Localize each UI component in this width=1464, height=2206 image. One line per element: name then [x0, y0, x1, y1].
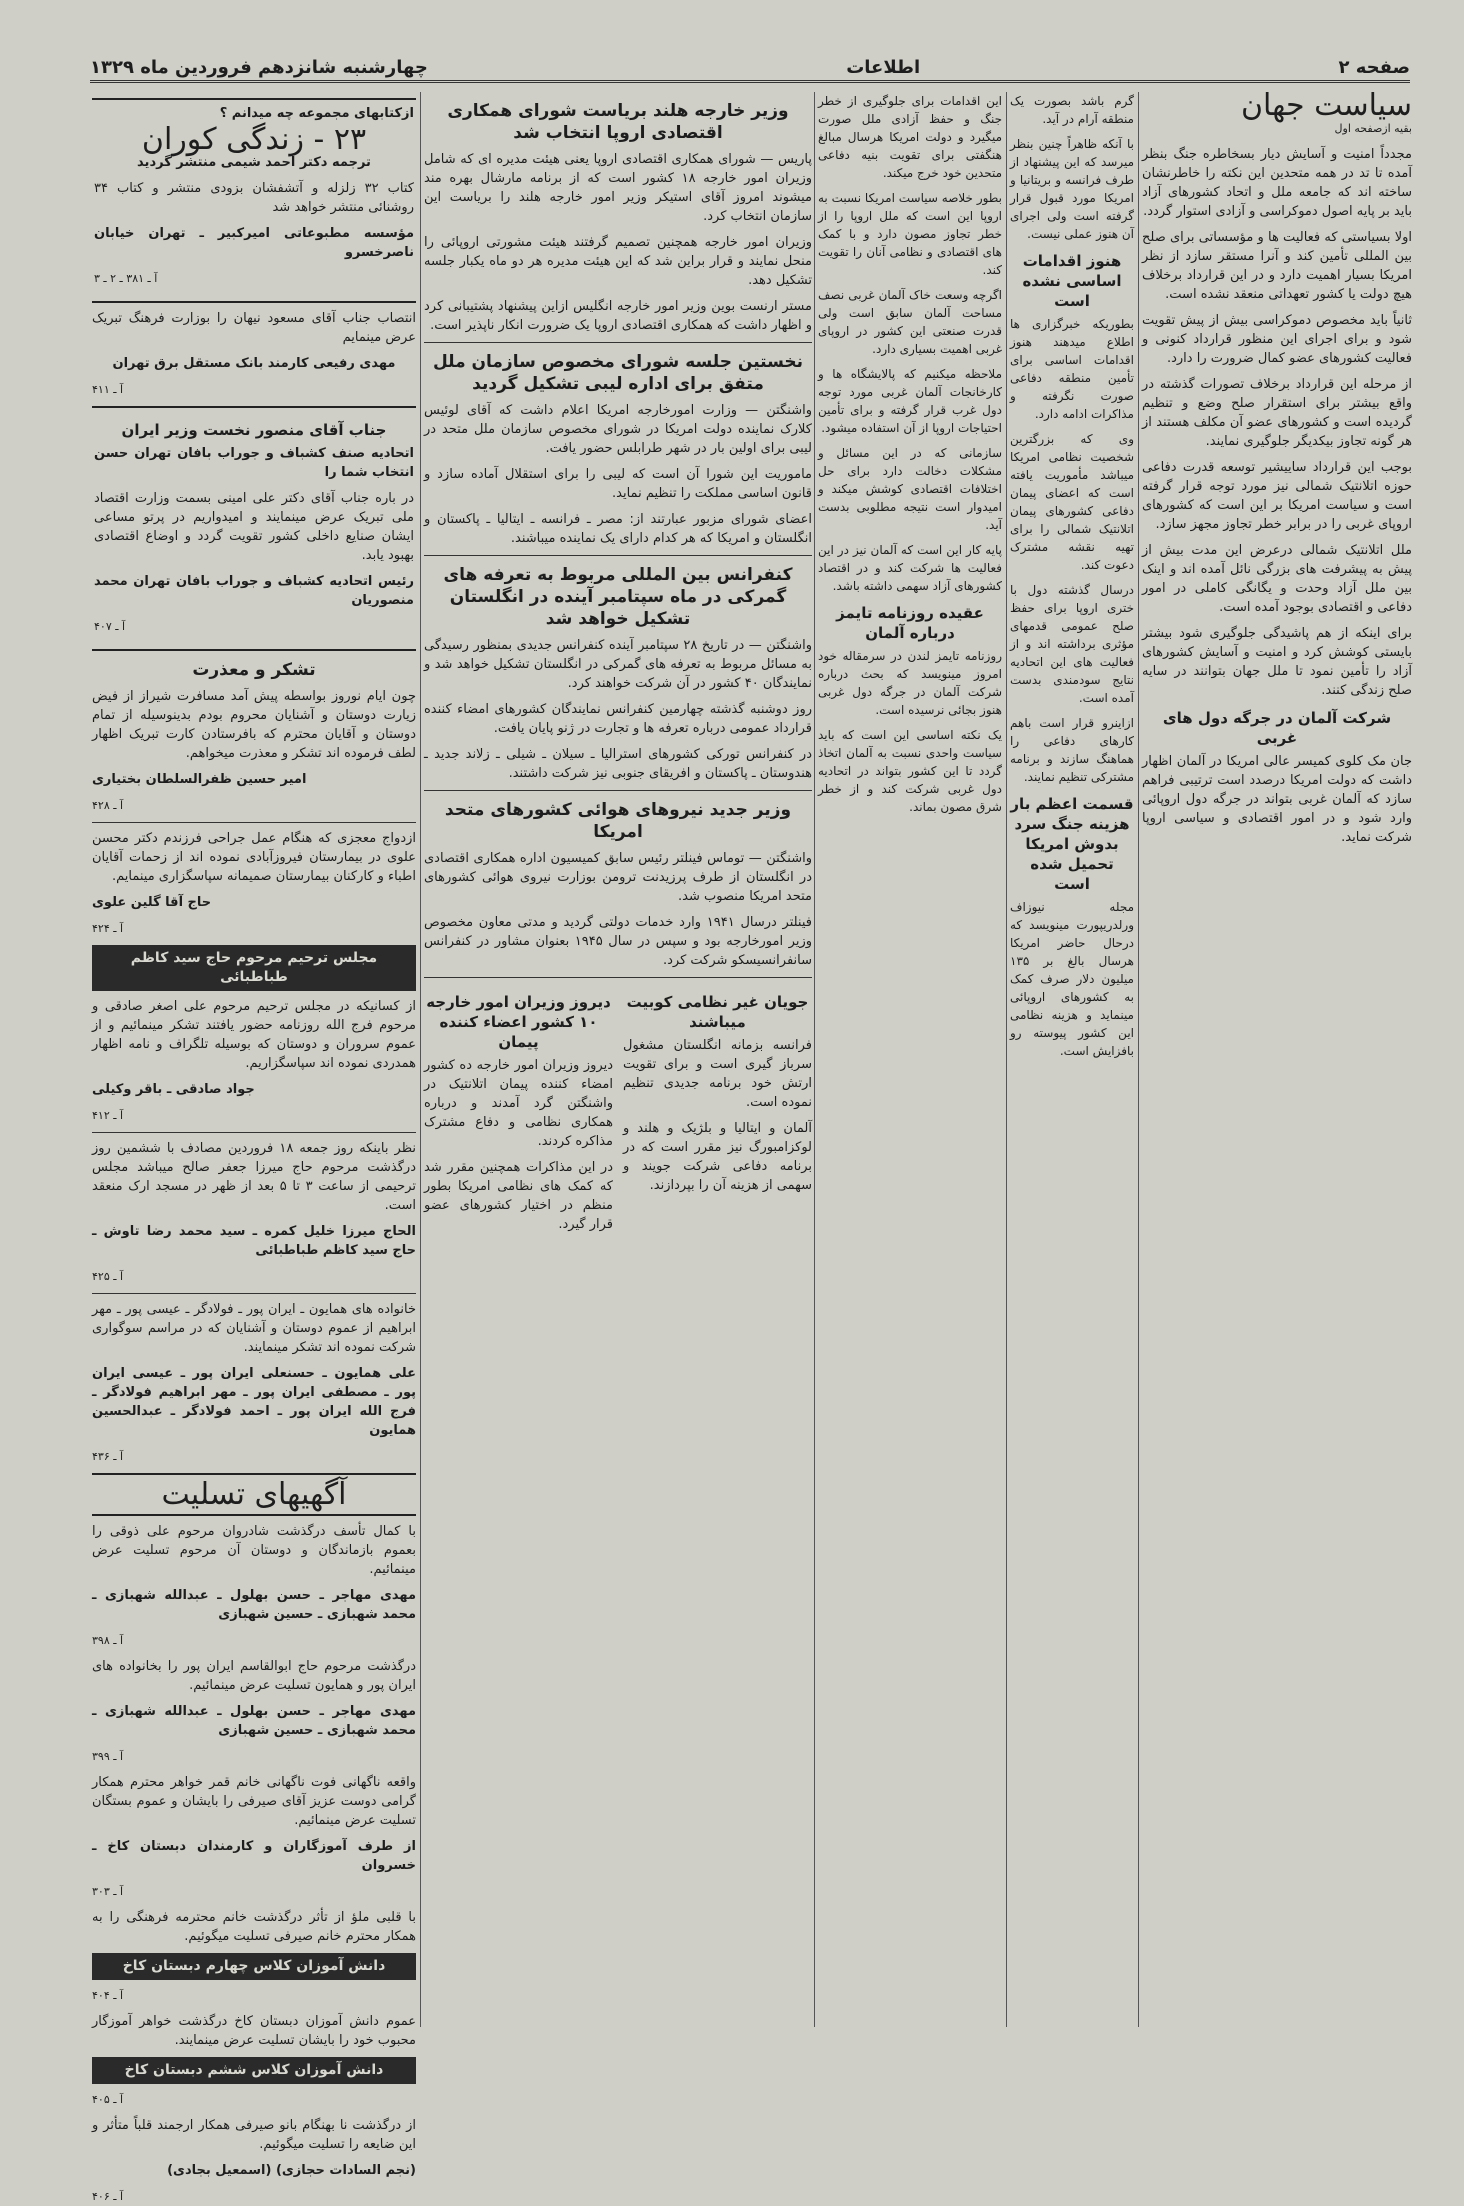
paragraph: آلمان و ایتالیا و بلژیک و هلند و لوکزامبورگ نیز مقرر است که در برنامه دفاعی شرکت جویند و سهمی از هزینه آن را بپردازند. — [623, 1121, 812, 1193]
column-two — [1010, 92, 1134, 2027]
column-advertisements — [92, 92, 417, 2203]
paragraph: پاریس — شورای همکاری اقتصادی اروپا یعنی هیئت مدیره ای که شامل وزیران امور خارجه ۱۸ کشور است که از برنامه مارشال بهره مند میشوند امروز آقای استیکر وزیر امور خارجه هلند را بریاست این سازمان انتخاب کرد. — [424, 152, 812, 224]
paragraph: مجدداً امنیت و آسایش دیار بسخاطره جنگ بنظر آمده تا تد در همه متحدین این نکته را خاطرنشان ساخته اند که جامعه ملل و اتحاد کشورهای آزاد باید بر پایه اصول دموکراسی و آزادی استوار گردد. — [1142, 147, 1412, 219]
ad-text: چون ایام نوروز بواسطه پیش آمد مسافرت شیراز از فیض زیارت دوستان و آشنایان محروم بودم بدینوسیله از تمام دوستان و آقایان محترم که بافرستادن کارت تبریک اظهار لطف فرموده اند تشکر و معذرت میخواهم. — [92, 689, 416, 761]
divider — [92, 822, 416, 823]
headline: کنفرانس بین المللی مربوط به تعرفه های گمرکی در ماه سپتامبر آینده در انگلستان تشکیل خواهد شد — [443, 565, 793, 629]
paragraph: روز دوشنبه گذشته چهارمین کنفرانس نمایندگان کشورهای امضاء کننده قرارداد عمومی درباره تعرفه ها و تجارت در ژنو پایان یافت. — [424, 702, 812, 736]
ad-text: با کمال تأسف درگذشت شادروان مرحوم علی ذوقی را بعموم بازماندگان و دوستان آن مرحوم تسلیت عرض مینمائیم. — [92, 1524, 416, 1577]
ad-text: درگذشت مرحوم حاج ابوالقاسم ایران پور را بخانواده های ایران پور و همایون تسلیت عرض مینمائیم. — [92, 1659, 416, 1693]
ad-code: آ ـ ۴۲۸ — [92, 799, 124, 812]
article-title: سیاست جهان — [1240, 88, 1412, 123]
subheading: دیروز وزیران امور خارجه ۱۰ کشور اعضاء کننده پیمان — [426, 993, 611, 1051]
paragraph: ازاینرو قرار است باهم کارهای دفاعی را هماهنگ سازند و برنامه مشترکی تنظیم نمایند. — [1010, 716, 1134, 784]
ad-signature: حاج آقا گلین علوی — [92, 895, 212, 910]
ad-text: با قلبی ملؤ از تأثر درگذشت خانم محترمه فرهنگی را به همکار محترم خانم صیرفی تسلیت میگوئیم. — [92, 1910, 416, 1944]
ad-title: ۲۳ - زندگی کوران — [141, 122, 367, 157]
subheading: جویان غیر نظامی کوبیت میباشند — [626, 993, 809, 1031]
paragraph: جان مک کلوی کمیسر عالی امریکا در آلمان اظهار داشت که دولت امریکا درصدد است ترتیبی فراهم سازد که آلمان غربی بتواند در جرگه دول اروپائی وارد شود و در امور اقتصادی و سیاسی اروپا شرکت نماید. — [1142, 754, 1412, 845]
ad-code: آ ـ ۳۹۹ — [92, 1750, 124, 1763]
bottom-left-block — [424, 984, 613, 1241]
divider — [424, 790, 812, 791]
paragraph: اعضای شورای مزبور عبارتند از: مصر ـ فرانسه ـ ایتالیا ـ پاکستان و انگلستان و امریکا که هر کدام دارای یک نماینده میباشند. — [424, 512, 812, 546]
ad-banner: مجلس ترحیم مرحوم حاج سید کاظم طباطبائی — [92, 945, 416, 991]
ad-text: انتصاب جناب آقای مسعود نیهان را بوزارت فرهنگ تبریک عرض مینمایم — [92, 311, 416, 345]
paragraph: مستر ارنست بوین وزیر امور خارجه انگلیس ازاین پیشنهاد پشتیبانی کرد و اظهار داشت که همکاری اقتصادی اروپا یک ضرورت انکار ناپذیر است. — [424, 299, 812, 333]
paragraph: مجله نیوزاف ورلدریپورت مینویسد که درحال حاضر امریکا هرسال بالغ بر ۱۳۵ میلیون دلار صرف کمک به کشورهای اروپائی مینماید و هزینه نظامی این کشور پیوسته رو بافزایش است. — [1010, 900, 1134, 1058]
ad-text: ازدواج معجزی که هنگام عمل جراحی فرزندم دکتر محسن علوی در بیمارستان فیروزآبادی نموده اند از زحمات آقایان اطباء و کارکنان بیمارستان صمیمانه سپاسگزاری مینمایم. — [92, 831, 416, 884]
subheading: عقیده روزنامه تایمز درباره آلمان — [836, 604, 984, 642]
ad-title: تشکر و معذرت — [192, 660, 316, 680]
condolence-section — [92, 1473, 416, 1516]
paragraph: دیروز وزیران امور خارجه ده کشور امضاء کننده پیمان اتلانتیک در واشنگتن گرد آمدند و درباره همکاری نظامی و دفاع مشترک مذاکره کردند. — [424, 1058, 613, 1149]
paragraph: بطور خلاصه سیاست امریکا نسبت به اروپا این است که ملل اروپا را از خطر تجاوز مصون دارد و با کمک های اقتصادی و نظامی آنان را تقویت کند. — [818, 191, 1002, 277]
ad-code: آ ـ ۴۳۶ — [92, 1450, 124, 1463]
paragraph: در کنفرانس تورکی کشورهای استرالیا ـ سیلان ـ شیلی ـ زلاند جدید ـ هندوستان ـ پاکستان و افریقای جنوبی نیز شرکت داشتند. — [424, 747, 812, 781]
ad-signature: امیر حسین ظفرالسلطان بختیاری — [92, 772, 307, 787]
ad-text: مؤسسه مطبوعاتی امیرکبیر ـ تهران خیابان ناصرخسرو — [94, 226, 414, 260]
column-three — [818, 92, 1002, 2027]
ad-signature: مهدی رفیعی کارمند بانک مستقل برق تهران — [112, 356, 396, 371]
divider — [92, 1132, 416, 1133]
paragraph: واشنگتن — در تاریخ ۲۸ سپتامبر آینده کنفرانس جدیدی بمنظور رسیدگی به مسائل مربوط به تعرفه های گمرکی در انگلستان تشکیل خواهد شد و نمایندگان ۴۰ کشور در آن شرکت خواهند کرد. — [424, 638, 812, 691]
ad-signature: مهدی مهاجر ـ حسن بهلول ـ عبدالله شهبازی ـ محمد شهبازی ـ حسین شهبازی — [92, 1704, 416, 1738]
paper-name: اطلاعات — [846, 56, 921, 78]
ad-banner: دانش آموزان کلاس چهارم دبستان کاخ — [92, 1953, 416, 1980]
ad-code: آ ـ ۴۱۲ — [92, 1109, 124, 1122]
paragraph: فینلتر درسال ۱۹۴۱ وارد خدمات دولتی گردید و مدتی معاون مخصوص وزیر امورخارجه بود و سپس در سال ۱۹۴۵ بعنوان مشاور در کنفرانس سانفرانسیسکو شرکت کرد. — [424, 915, 813, 968]
paragraph: سازمانی که در این مسائل و مشکلات دخالت دارد برای حل اختلافات اقتصادی کوشش میکند و امیدوار است نتیجه مطلوبی بدست آید. — [818, 446, 1002, 532]
divider — [424, 342, 812, 343]
subheading: شرکت آلمان در جرگه دول های غربی — [1162, 709, 1392, 747]
column-rule — [814, 92, 815, 2027]
ad-heading: ازکتابهای مجموعه چه میدانم ؟ — [219, 106, 414, 121]
headline: وزیر جدید نیروهای هوائی کشورهای متحد امریکا — [444, 800, 792, 842]
page-number: صفحه ۲ — [1338, 56, 1410, 78]
ad-code: آ ـ ۴۰۴ — [92, 1989, 124, 2002]
ad-code: آ ـ ۳۸۱ ـ ۲ ـ ۳ — [94, 272, 158, 285]
paragraph: واشنگتن — توماس فینلتر رئیس سابق کمیسیون اداره همکاری اقتصادی در انگلستان از طرف پرزیدنت ترومن بوزارت نیروی هوائی کشورهای متحد امریکا منصوب شد. — [424, 851, 812, 904]
ad-code: آ ـ ۴۰۶ — [92, 2190, 124, 2203]
ad-text: اتحادیه صنف کشباف و جوراب بافان تهران حسن انتخاب شما را — [94, 446, 414, 480]
ad-signature: مهدی مهاجر ـ حسن بهلول ـ عبدالله شهبازی ـ محمد شهبازی ـ حسین شهبازی — [92, 1588, 416, 1622]
ad-signature: (نجم السادات حجازی) (اسمعیل بجادی) — [167, 2163, 416, 2178]
paragraph: درسال گذشته دول با ختری اروپا برای حفظ صلح عمومی قدمهای مؤثری برداشته اند و از فعالیت های این اتحادیه نتایج سودمندی بدست آمده است. — [1010, 583, 1134, 705]
column-news — [424, 92, 812, 2027]
ad-text: عموم دانش آموزان دبستان کاخ درگذشت خواهر آموزگار محبوب خود را بایشان تسلیت عرض مینمایند. — [92, 2014, 416, 2048]
paragraph: گرم باشد بصورت یک منطقه آرام در آید. — [1010, 94, 1134, 126]
ad-code: آ ـ ۴۰۷ — [94, 620, 126, 633]
ad-code: آ ـ ۳۰۳ — [92, 1885, 124, 1898]
ad-text: ترجمه دکتر احمد شیمی منتشر گردید — [137, 155, 371, 170]
ad-signature: الحاج میرزا خلیل کمره ـ سید محمد رضا تاوش ـ حاج سید کاظم طباطبائی — [92, 1224, 416, 1258]
ad-text: در باره جناب آقای دکتر علی امینی بسمت وزارت اقتصاد ملی تبریک عرض مینمایند و امیدواریم در پرتو مساعی ایشان صنایع داخلی کشور تقویت گردد و اوضاع اقتصادی بهبود یابد. — [94, 491, 414, 563]
ad-text: خانواده های همایون ـ ایران پور ـ فولادگر ـ عیسی پور ـ مهر ابراهیم از عموم دوستان و آشنایان که در مراسم سوگواری شرکت نموده اند تشکر مینمایند. — [92, 1302, 416, 1355]
section-title: آگهیهای تسلیت — [161, 1477, 347, 1512]
ad-congrats — [92, 406, 416, 651]
ad-code: آ ـ ۴۲۵ — [92, 1270, 124, 1283]
ad-signature: رئیس اتحادیه کشباف و جوراب بافان تهران محمد منصوریان — [94, 574, 414, 608]
ad-names: علی همایون ـ حسنعلی ایران پور ـ عیسی ایران پور ـ مصطفی ایران پور ـ مهر ابراهیم فولادگر ـ فرج الله ایران پور ـ احمد فولادگر ـ عبدالحسین همایون — [92, 1366, 416, 1438]
subheading: قسمت اعظم بار هزینه جنگ سرد بدوش امریکا تحمیل شده است — [1010, 795, 1134, 893]
paragraph: بطوریکه خبرگزاری ها اطلاع میدهند هنوز اقدامات اساسی برای تأمین منطقه دفاعی صورت نگرفته و مذاکرات ادامه دارد. — [1010, 317, 1134, 421]
ad-text: کتاب ۳۲ زلزله و آتشفشان بزودی منتشر و کتاب ۳۴ روشنائی منتشر خواهد شد — [94, 181, 414, 215]
ad-code: آ ـ ۳۹۸ — [92, 1634, 124, 1647]
headline: نخستین جلسه شورای مخصوص سازمان ملل متفق برای اداره لیبی تشکیل گردید — [432, 352, 804, 394]
subheading: هنوز اقدامات اساسی نشده است — [1022, 252, 1122, 310]
paragraph: روزنامه تایمز لندن در سرمقاله خود امروز مینویسد که بحث درباره شرکت آلمان در جرگه دول غربی هنوز بجائی نرسیده است. — [818, 649, 1002, 717]
column-rule — [1138, 92, 1139, 2027]
paragraph: بوجب این قرارداد ساییشیر توسعه قدرت دفاعی حوزه اتلانتیک شمالی نیز مورد توجه قرار گرفته است و سیاست امریکا بر این است که کشورهای اروپای غربی را در برابر خطر تجاوز مجهز سازد. — [1142, 460, 1412, 532]
paragraph: از مرحله این قرارداد برخلاف تصورات گذشته در واقع بیشتر برای استقرار صلح وضع و تنظیم گردیده است و کشورهای عضو آن مکلف هستند از هر گونه تجاوز بیکدیگر جلوگیری نمایند. — [1142, 377, 1412, 449]
divider — [424, 555, 812, 556]
column-world-politics — [1142, 88, 1412, 2027]
ad-text: از درگذشت نا بهنگام بانو صیرفی همکار ارجمند قلباً متأثر و این ضایعه را تسلیت میگوئیم. — [92, 2118, 416, 2152]
column-rule — [420, 92, 421, 2027]
ad-book — [92, 98, 416, 303]
ad-code: آ ـ ۴۰۵ — [92, 2093, 124, 2106]
continuation-note: بقیه ازصفحه اول — [1334, 122, 1412, 135]
paragraph: این اقدامات برای جلوگیری از خطر جنگ و حفظ آزادی ملل صورت میگیرد و دولت امریکا هرسال مبالغ هنگفتی برای تقویت بنیه دفاعی متحدین خود خرج میکند. — [818, 94, 1002, 180]
ad-signature: جواد صادقی ـ باقر وکیلی — [92, 1082, 255, 1097]
paragraph: ملاحظه میکنیم که پالایشگاه ها و کارخانجات آلمان غربی مورد توجه دول غرب قرار گرفته و برای تأمین احتیاجات اروپا از آن استفاده میشود. — [818, 367, 1002, 435]
ad-code: آ ـ ۴۲۴ — [92, 922, 124, 935]
paragraph: اگرچه وسعت خاک آلمان غربی نصف مساحت آلمان سابق است ولی قدرت صنعتی این کشور در اروپای غربی اهمیت بسیاری دارد. — [818, 288, 1002, 356]
paragraph: پایه کار این است که آلمان نیز در این فعالیت ها شرکت کند و در اقتصاد کشورهای آزاد سهمی داشته باشد. — [818, 543, 1002, 593]
paragraph: اولا بسیاستی که فعالیت ها و مؤسساتی برای صلح بین المللی تأمین کند و آنرا مستقر سازد از نظر امریکا بسیار اهمیت دارد و در این قرارداد برخلاف هیچ دولت یا کشور تعهداتی منعقد نشده است. — [1142, 230, 1412, 302]
paragraph: واشنگتن — وزارت امورخارجه امریکا اعلام داشت که آقای لوئیس کلارک نماینده دولت امریکا در شورای مخصوص سازمان ملل متحد در لیبی برای اولین بار در شهر طرابلس حضور یافت. — [424, 403, 812, 456]
ad-text: نظر باینکه روز جمعه ۱۸ فروردین مصادف با ششمین روز درگذشت مرحوم حاج میرزا جعفر صالح میباشد مجلس ترحیمی از ساعت ۳ تا ۵ بعد از ظهر در مسجد ارک منعقد است. — [92, 1141, 417, 1213]
masthead — [90, 54, 1410, 83]
paragraph: در این مذاکرات همچنین مقرر شد که کمک های نظامی امریکا بطور منظم در اختیار کشورهای عضو قرار گیرد. — [424, 1160, 613, 1232]
divider — [424, 977, 812, 978]
ad-title: جناب آقای منصور نخست وزیر ایران — [121, 421, 387, 439]
paragraph: ثانیاً باید مخصوص دموکراسی بیش از پیش تقویت شود و برای اجرای این منظور قرارداد کنونی و فعالیت کشورهای عضو کمال ضرورت را دارد. — [1142, 313, 1412, 366]
paragraph: با آنکه ظاهراً چنین بنظر میرسد که این پیشنهاد از طرف فرانسه و بریتانیا و امریکا مورد قبول قرار گرفته است ولی اجرای آن هنوز عملی نیست. — [1010, 137, 1134, 241]
dateline: چهارشنبه شانزدهم فروردین ماه ۱۳۲۹ — [90, 56, 428, 78]
divider — [92, 1293, 416, 1294]
ad-code: آ ـ ۴۱۱ — [92, 383, 124, 396]
ad-signature: از طرف آموزگاران و کارمندان دبستان کاخ ـ خسروان — [92, 1839, 416, 1873]
ad-text: از کسانیکه در مجلس ترحیم مرحوم علی اصغر صادقی و مرحوم فرج الله روزنامه حضور یافتند تشکر مینمائیم و از عموم سروران و دوستان که بوسیله تلگراف و نامه اظهار همدردی نموده اند سپاسگزاریم. — [92, 999, 416, 1071]
paragraph: ملل اتلانتیک شمالی درعرض این مدت بیش از پیش به پیشرفت های بزرگی نائل آمده اند و اینک بین ملل آزاد وحدت و یگانگی کاملی در امور دفاعی و اقتصادی بوجود آمده است. — [1142, 543, 1412, 615]
bottom-split — [424, 984, 812, 1241]
ad-text: واقعه ناگهانی فوت ناگهانی خانم قمر خواهر محترم همکار گرامی دوست عزیز آقای صیرفی را بایشان و عموم بستگان تسلیت عرض مینمائیم. — [92, 1775, 416, 1828]
column-rule — [1006, 92, 1007, 2027]
paragraph: ماموریت این شورا آن است که لیبی را برای استقلال آماده سازد و قانون اساسی مملکت را تنظیم نماید. — [424, 467, 812, 501]
paragraph: یک نکته اساسی این است که باید سیاست واحدی نسبت به آلمان اتخاذ گردد تا این کشور بتواند در اتحادیه دول غربی شرکت کند و از خطر شرق مصون بماند. — [818, 728, 1002, 814]
ad-banner: دانش آموزان کلاس ششم دبستان کاخ — [92, 2057, 416, 2084]
headline: وزیر خارجه هلند بریاست شورای همکاری اقتصادی اروپا انتخاب شد — [447, 101, 789, 143]
paragraph: فرانسه بزمانه انگلستان مشغول سرباز گیری است و برای تقویت ارتش خود برنامه جدیدی تنظیم نموده است. — [623, 1038, 812, 1110]
paragraph: وی که بزرگترین شخصیت نظامی امریکا میباشد مأموریت یافته است که اعضای پیمان دفاعی کشورهای پیمان اتلانتیک شمالی را برای تهیه نقشه مشترک دعوت کند. — [1010, 432, 1134, 572]
paragraph: برای اینکه از هم پاشیدگی جلوگیری شود بیشتر بایستی کوشش کرد و امنیت و آسایش کشورهای آزاد را تأمین نمود تا ملل جهان بتوانند در سایه صلح زندگی کنند. — [1142, 626, 1412, 698]
paragraph: وزیران امور خارجه همچنین تصمیم گرفتند هیئت مشورتی اروپائی را منحل نمایند و قرار براین شد که این هیئت مدیره هر دو ماه یکبار جلسه تشکیل دهد. — [424, 235, 812, 288]
bottom-right-block — [623, 984, 812, 1241]
